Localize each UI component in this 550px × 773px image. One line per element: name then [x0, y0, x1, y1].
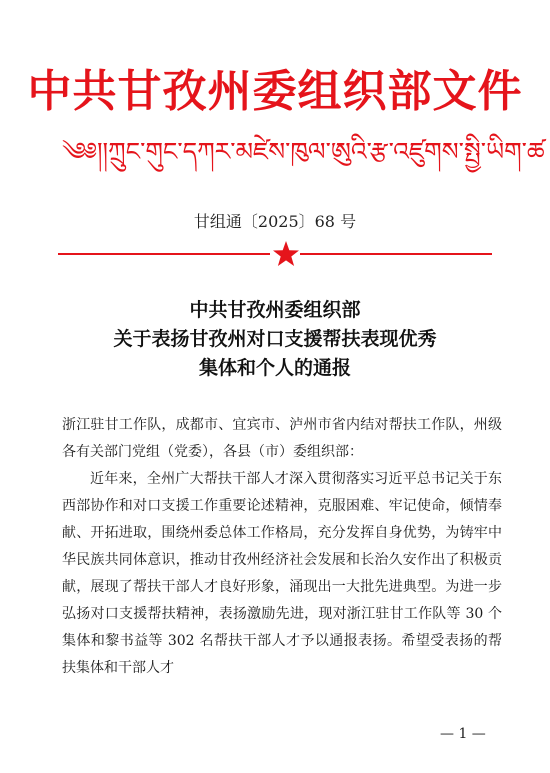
body-paragraph: 近年来，全州广大帮扶干部人才深入贯彻落实习近平总书记关于东西部协作和对口支援工作重要论述精神，克服困难、牢记使命，倾情奉献、开拓进取，围绕州委总体工作格局，充分发挥自身优势，为铸牢中华民族共同体意识，推动甘孜州经济社会发展和长治久安作出了积极贡献，展现了帮扶干部人才良好形象，涌现出一大批先进典型。为进一步弘扬对口支援帮扶精神，表扬激励先进，现对浙江驻甘工作队等 30 个集体和黎书益等 302 名帮扶干部人才予以通报表扬。希望受表扬的帮扶集体和干部人才: [62, 471, 502, 676]
document-number: 甘组通〔2025〕68 号: [193, 212, 357, 231]
document-title: [0, 296, 550, 383]
divider-right: [300, 253, 492, 255]
document-body: [62, 412, 502, 682]
tibetan-header-line: ༄༅།།ཀྲུང་གུང་དཀར་མཛེས་ཁུལ་ཨུའི་རྩ་འཛུགས་སྤྱི་ཡིག་ཚ: [62, 137, 545, 166]
star-icon: [272, 240, 300, 268]
title-line-1: 中共甘孜州委组织部: [189, 299, 361, 321]
title-line-3: 集体和个人的通报: [198, 357, 351, 379]
page-number: — 1 —: [440, 726, 486, 742]
header-title: 中共甘孜州委组织部文件: [27, 66, 523, 117]
recipients-paragraph: 浙江驻甘工作队，成都市、宜宾市、泸州市省内结对帮扶工作队，州级各有关部门党组（党委），各县（市）委组织部：: [62, 417, 502, 460]
divider-left: [58, 253, 270, 255]
title-line-2: 关于表扬甘孜州对口支援帮扶表现优秀: [113, 328, 437, 350]
